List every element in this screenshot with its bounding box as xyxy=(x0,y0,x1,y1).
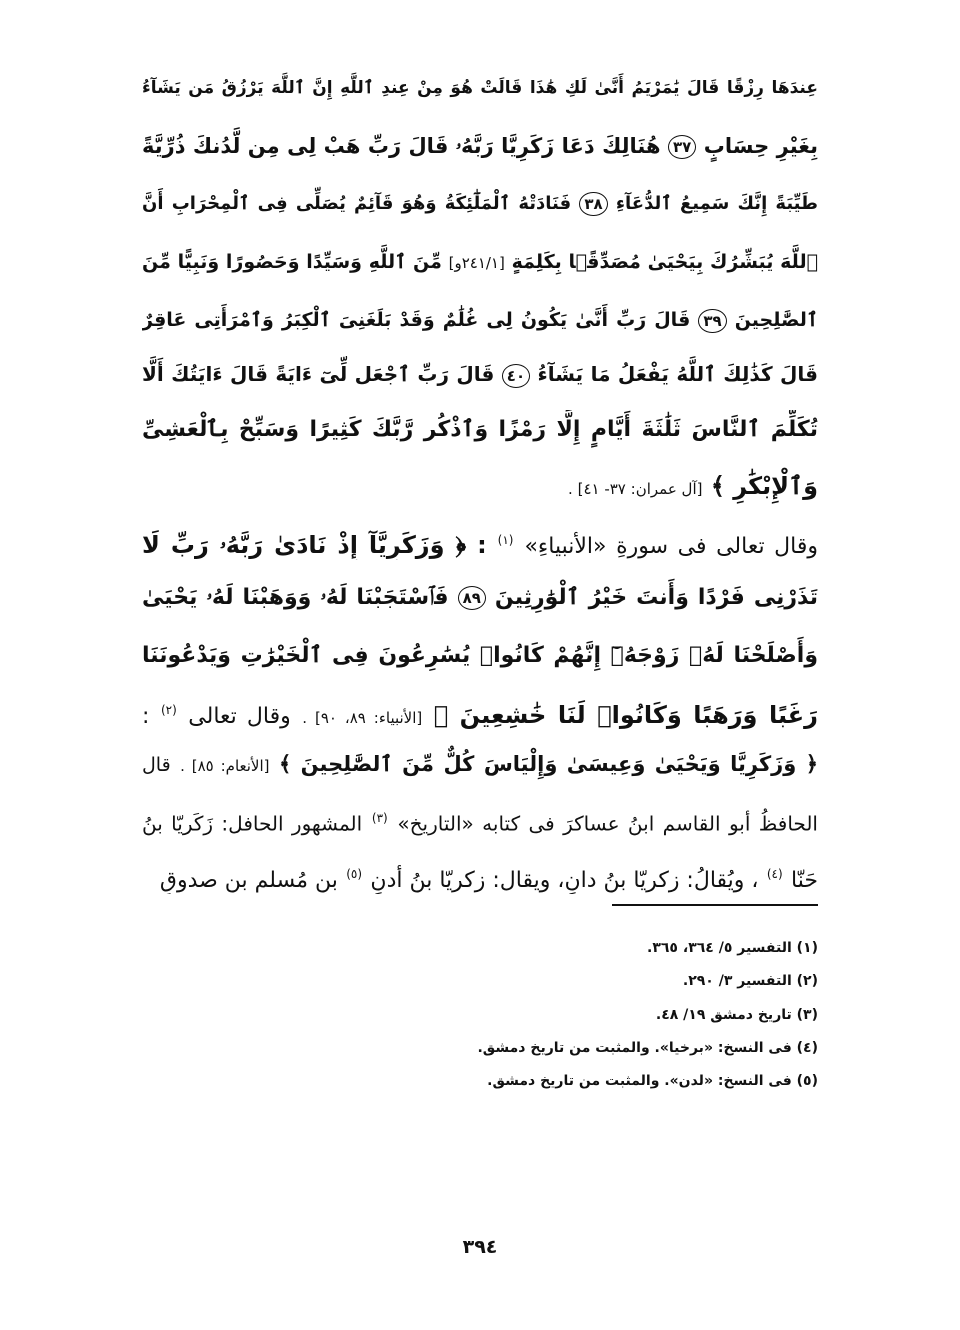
prose-text: وقال تعالى xyxy=(188,704,291,729)
citation-ref: [آل عمران: ٣٧- ٤١] . xyxy=(568,480,703,498)
quran-text: قَالَ رَبِّ أَنَّىٰ يَكُونُ لِى غُلَٰمٌ وَقَدْ بَلَغَنِىَ ٱلْكِبَرُ وَٱمْرَأَتِى عَاقِرٌ xyxy=(142,309,691,331)
prose-text: وقال تعالى فى سورةِ «الأنبياءِ» xyxy=(524,534,818,559)
text-line xyxy=(142,466,818,506)
text-line xyxy=(142,410,818,450)
ayah-number-marker: ٤٠ xyxy=(502,364,530,388)
quran-text: هُنَالِكَ دَعَا زَكَرِيَّا رَبَّهُۥ قَالَ رَبِّ هَبْ لِى مِن لَّدُنكَ ذُرِّيَّةً xyxy=(142,134,661,158)
prose-text: : xyxy=(142,704,150,729)
quran-text: عِندَهَا رِزْقًا قَالَ يَٰمَرْيَمُ أَنَّىٰ لَكِ هَٰذَا قَالَتْ هُوَ مِنْ عِندِ ٱللَّهِ إِنَّ ٱللَّهَ يَرْزُقُ مَن يَشَآءُ xyxy=(142,78,818,98)
prose-text: الحافظُ أبو القاسم ابنُ عساكرَ فى كتابه «التاريخ» xyxy=(397,811,818,836)
citation-ref: [الأنبياء: ٨٩، ٩٠] . xyxy=(302,709,423,727)
footnote-item: (١) التفسير ٥/ ٣٦٤، ٣٦٥. xyxy=(647,940,818,956)
text-line xyxy=(142,126,818,166)
ayah-number-marker: ٨٩ xyxy=(458,586,486,610)
text-line xyxy=(142,744,818,784)
ayah-number-marker: ٣٧ xyxy=(668,135,696,159)
text-line xyxy=(142,68,818,108)
ayah-number-marker: ٣٩ xyxy=(698,309,726,333)
text-line xyxy=(142,854,818,894)
prose-text: بنِ مُسلم بن صدوقٍ xyxy=(159,868,338,893)
quran-text: ٱللَّهَ يُبَشِّرُكَ بِيَحْيَىٰ مُصَدِّقًۢا بِكَلِمَةٍ xyxy=(511,251,818,273)
prose-text: المشهور الحافل: زَكَريّا بنُ xyxy=(142,811,363,836)
footnote-reference: (٤) xyxy=(766,867,783,881)
text-line xyxy=(142,578,818,618)
quran-text: ﴿ وَزَكَرِيَّا وَيَحْيَىٰ وَعِيسَىٰ وَإِلْيَاسَ كُلٌّ مِّنَ ٱلصَّٰلِحِينَ ﴾ xyxy=(278,752,818,776)
footnote-item: (٣) تاريخ دمشق ١٩/ ٤٨. xyxy=(655,1007,818,1023)
text-line xyxy=(142,300,818,340)
quran-text: تَذَرْنِى فَرْدًا وَأَنتَ خَيْرُ ٱلْوَٰرِثِينَ xyxy=(494,585,818,610)
footnote-reference: (٢) xyxy=(160,703,177,717)
quran-text: فَٱسْتَجَبْنَا لَهُۥ وَوَهَبْنَا لَهُۥ يَحْيَىٰ xyxy=(142,585,449,610)
quran-text: : ﴿ وَزَكَرِيَّآ إِذْ نَادَىٰ رَبَّهُۥ رَبِّ لَا xyxy=(142,531,487,559)
citation-ref: [٢٤١/١و] xyxy=(448,254,505,272)
quran-text: وَٱلْإِبْكَٰرِ ﴾ xyxy=(710,472,818,500)
quran-text: رَغَبًا وَرَهَبًا وَكَانُوا۟ لَنَا خَٰشِعِينَ ﴾ xyxy=(433,701,818,729)
ayah-number-marker: ٣٨ xyxy=(579,192,607,216)
footnote-item: (٥) فى النسخ: «لدن». والمثبت من تاريخ دمشق. xyxy=(487,1073,818,1089)
footnote-reference: (٥) xyxy=(346,867,363,881)
quran-text: ٱلصَّٰلِحِينَ xyxy=(734,309,818,331)
prose-text: قال xyxy=(142,754,171,776)
quran-text: قَالَ كَذَٰلِكَ ٱللَّهُ يَفْعَلُ مَا يَشَآءُ xyxy=(537,362,818,386)
page-number: ٣٩٤ xyxy=(462,1236,498,1258)
quran-text: مِّنَ ٱللَّهِ وَسَيِّدًا وَحَصُورًا وَنَبِيًّا مِّنَ xyxy=(142,251,442,273)
text-line xyxy=(142,184,818,224)
text-line xyxy=(142,690,818,730)
quran-text: وَأَصْلَحْنَا لَهُۥ زَوْجَهُۥٓ إِنَّهُمْ كَانُوا۟ يُسَٰرِعُونَ فِى ٱلْخَيْرَٰتِ وَيَدْعُونَنَا xyxy=(142,643,818,668)
quran-text: بِغَيْرِ حِسَابٍ xyxy=(703,134,818,158)
text-line xyxy=(142,520,818,560)
prose-text: حَنّا xyxy=(791,868,818,893)
quran-text: فَنَادَتْهُ ٱلْمَلَٰٓئِكَةُ وَهُوَ قَآئِمٌ يُصَلِّى فِى ٱلْمِحْرَابِ أَنَّ xyxy=(142,193,572,214)
footnote-item: (٢) التفسير ٣/ ٢٩٠. xyxy=(682,973,818,989)
quran-text: قَالَ رَبِّ ٱجْعَل لِّىٓ ءَايَةً قَالَ ءَايَتُكَ أَلَّا xyxy=(142,362,495,386)
prose-text: ، ويُقالُ: زكريّا بنُ دانٍ، ويقال: زكريّا بنُ أدنٍ xyxy=(370,868,759,893)
text-line xyxy=(142,798,818,838)
text-line xyxy=(142,636,818,676)
footnote-reference: (٣) xyxy=(371,811,388,825)
text-line xyxy=(142,242,818,282)
quran-text: تُكَلِّمَ ٱلنَّاسَ ثَلَٰثَةَ أَيَّامٍ إِلَّا رَمْزًا وَٱذْكُر رَّبَّكَ كَثِيرًا وَسَبِّحْ بِٱلْعَشِىِّ xyxy=(142,417,818,442)
quran-text: طَيِّبَةً إِنَّكَ سَمِيعُ ٱلدُّعَآءِ xyxy=(615,193,818,214)
footnote-item: (٤) فى النسخ: «برخيا». والمثبت من تاريخ دمشق. xyxy=(477,1040,818,1056)
footnote-reference: (١) xyxy=(497,533,514,547)
citation-ref: [الأنعام: ٨٥] . xyxy=(180,757,270,775)
text-line xyxy=(142,354,818,394)
footnote-separator xyxy=(612,904,818,906)
